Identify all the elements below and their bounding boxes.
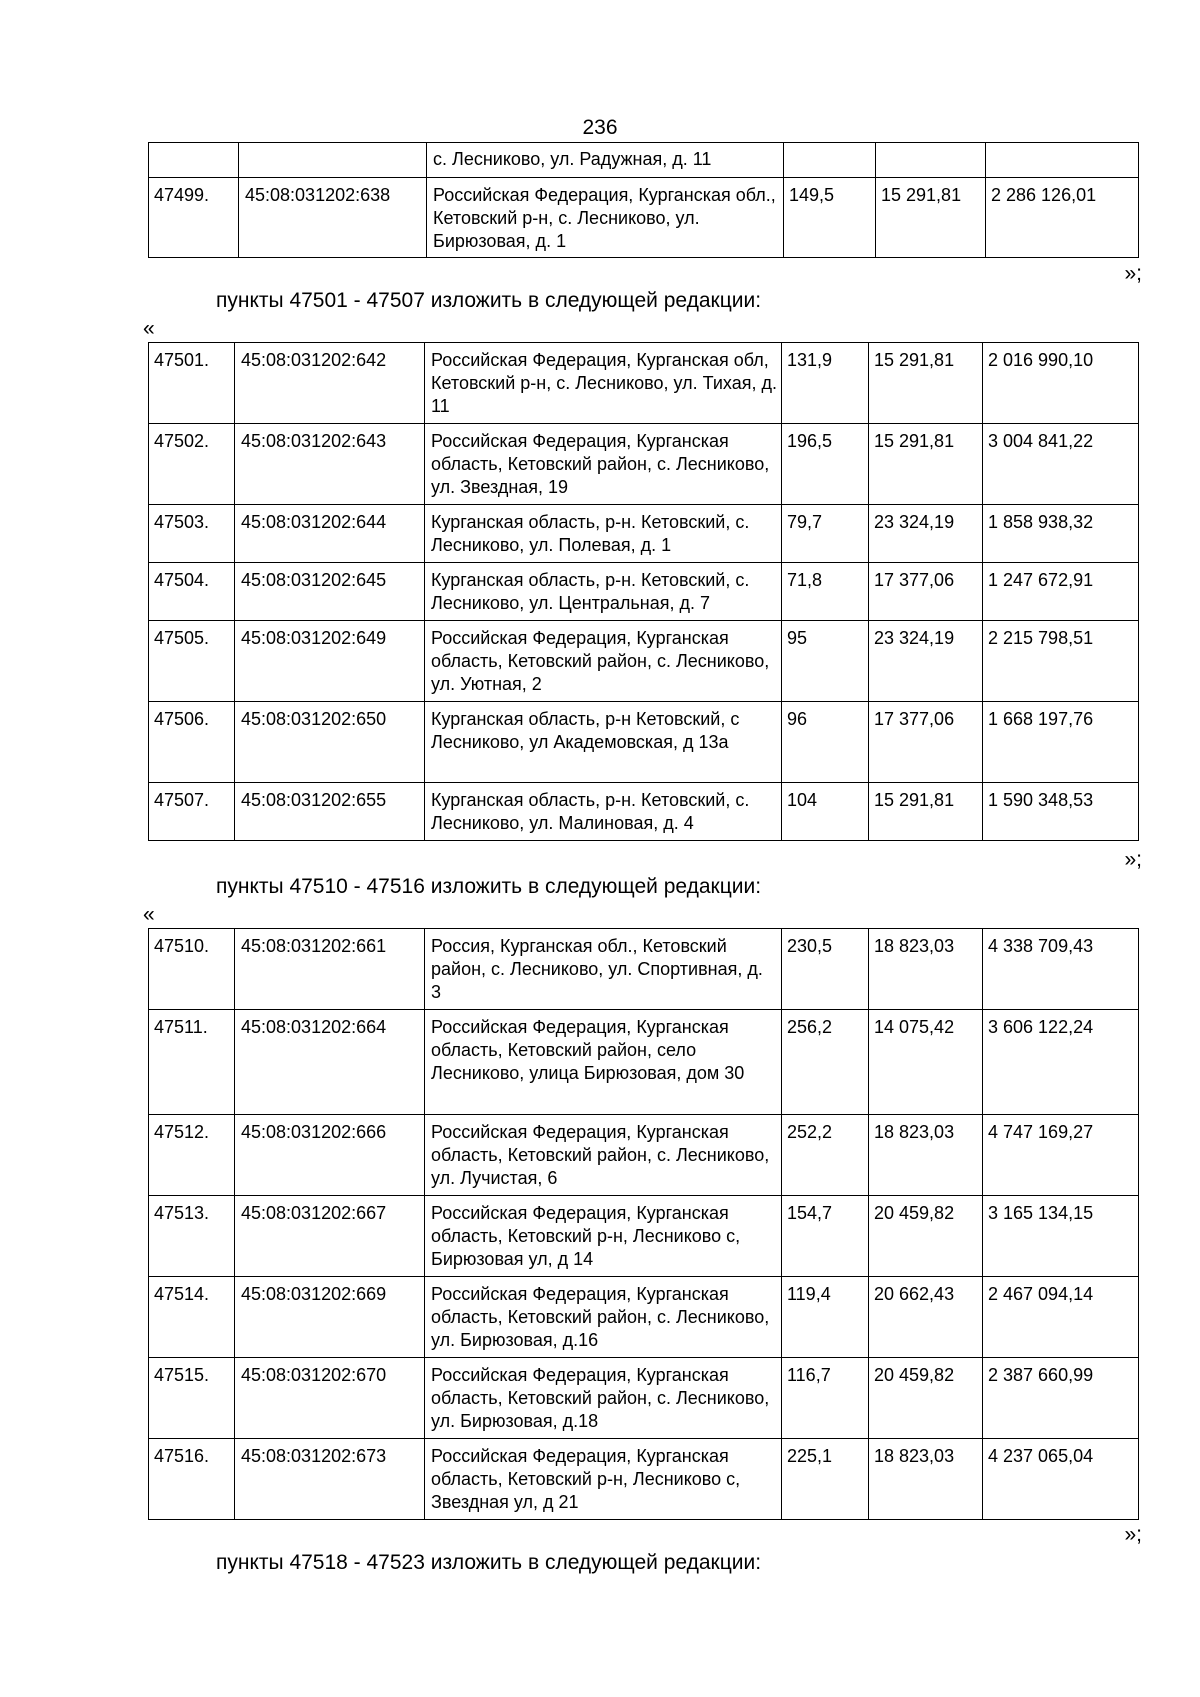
cell-value: 3 004 841,22	[983, 424, 1139, 505]
cell-value: 4 237 065,04	[983, 1439, 1139, 1520]
cell-area: 149,5	[784, 178, 876, 258]
closing-quote: »;	[1124, 262, 1142, 285]
cell-num: 47502.	[149, 424, 235, 505]
property-table	[148, 928, 1139, 1520]
cell-area: 95	[782, 621, 869, 702]
cell-num: 47511.	[149, 1010, 235, 1115]
table-row	[149, 1010, 1139, 1115]
cell-cadastral: 45:08:031202:638	[239, 178, 427, 258]
cell-cadastral: 45:08:031202:643	[235, 424, 425, 505]
opening-quote: «	[143, 317, 155, 340]
cell-address: Российская Федерация, Курганская область, Кетовский р-н, Лесниково с, Бирюзовая ул, д 14	[425, 1196, 782, 1277]
cell-cadastral: 45:08:031202:666	[235, 1115, 425, 1196]
cell-address: Курганская область, р-н. Кетовский, с. Лесниково, ул. Малиновая, д. 4	[425, 783, 782, 841]
closing-quote: »;	[1124, 1523, 1142, 1546]
cell-address: Курганская область, р-н. Кетовский, с. Лесниково, ул. Полевая, д. 1	[425, 505, 782, 563]
cell-address: Российская Федерация, Курганская обл., Кетовский р-н, с. Лесниково, ул. Бирюзовая, д. 1	[427, 178, 784, 258]
cell-rate: 18 823,03	[869, 929, 983, 1010]
cell-num: 47512.	[149, 1115, 235, 1196]
cell-rate: 23 324,19	[869, 505, 983, 563]
cell-cadastral: 45:08:031202:645	[235, 563, 425, 621]
cell-value: 2 016 990,10	[983, 343, 1139, 424]
cell-rate: 15 291,81	[869, 424, 983, 505]
cell-num: 47513.	[149, 1196, 235, 1277]
cell-area: 256,2	[782, 1010, 869, 1115]
cell-area: 131,9	[782, 343, 869, 424]
cell-cadastral: 45:08:031202:655	[235, 783, 425, 841]
table-row	[149, 143, 1139, 178]
table-row	[149, 1358, 1139, 1439]
cell-rate: 18 823,03	[869, 1439, 983, 1520]
cell-value: 1 590 348,53	[983, 783, 1139, 841]
cell-address: Российская Федерация, Курганская область, Кетовский район, с. Лесниково, ул. Лучистая, 6	[425, 1115, 782, 1196]
cell-rate: 20 662,43	[869, 1277, 983, 1358]
cell-area: 71,8	[782, 563, 869, 621]
cell-cadastral: 45:08:031202:673	[235, 1439, 425, 1520]
instruction-text: пункты 47510 - 47516 изложить в следующей редакции:	[216, 875, 762, 898]
instruction-text: пункты 47501 - 47507 изложить в следующей редакции:	[216, 289, 762, 312]
cell-value: 3 165 134,15	[983, 1196, 1139, 1277]
instruction-text: пункты 47518 - 47523 изложить в следующей редакции:	[216, 1551, 762, 1574]
cell-rate: 23 324,19	[869, 621, 983, 702]
cell-num: 47499.	[149, 178, 239, 258]
table-row	[149, 424, 1139, 505]
property-table	[148, 342, 1139, 841]
cell-cadastral: 45:08:031202:670	[235, 1358, 425, 1439]
cell-value: 3 606 122,24	[983, 1010, 1139, 1115]
cell-address: с. Лесниково, ул. Радужная, д. 11	[427, 143, 784, 178]
cell-num: 47515.	[149, 1358, 235, 1439]
cell-area: 225,1	[782, 1439, 869, 1520]
closing-quote: »;	[1124, 848, 1142, 871]
cell-rate: 15 291,81	[876, 178, 986, 258]
cell-area	[784, 143, 876, 178]
cell-area: 119,4	[782, 1277, 869, 1358]
cell-area: 116,7	[782, 1358, 869, 1439]
cell-area: 79,7	[782, 505, 869, 563]
cell-rate: 17 377,06	[869, 702, 983, 783]
cell-cadastral: 45:08:031202:650	[235, 702, 425, 783]
cell-num: 47506.	[149, 702, 235, 783]
cell-rate: 15 291,81	[869, 343, 983, 424]
opening-quote: «	[143, 903, 155, 926]
table-row	[149, 1277, 1139, 1358]
table-row	[149, 563, 1139, 621]
cell-area: 154,7	[782, 1196, 869, 1277]
cell-cadastral	[239, 143, 427, 178]
cell-address: Курганская область, р-н Кетовский, с Лесниково, ул Академовская, д 13а	[425, 702, 782, 783]
table-row	[149, 702, 1139, 783]
cell-cadastral: 45:08:031202:667	[235, 1196, 425, 1277]
property-table-continued	[148, 142, 1139, 258]
cell-cadastral: 45:08:031202:644	[235, 505, 425, 563]
table-row	[149, 1196, 1139, 1277]
cell-rate: 20 459,82	[869, 1358, 983, 1439]
cell-rate: 14 075,42	[869, 1010, 983, 1115]
cell-address: Российская Федерация, Курганская обл, Кетовский р-н, с. Лесниково, ул. Тихая, д. 11	[425, 343, 782, 424]
cell-area: 230,5	[782, 929, 869, 1010]
cell-address: Российская Федерация, Курганская область, Кетовский район, село Лесниково, улица Бирюзовая, дом 30	[425, 1010, 782, 1115]
cell-cadastral: 45:08:031202:649	[235, 621, 425, 702]
cell-num: 47507.	[149, 783, 235, 841]
table-row	[149, 929, 1139, 1010]
table-row	[149, 505, 1139, 563]
cell-cadastral: 45:08:031202:664	[235, 1010, 425, 1115]
cell-rate: 17 377,06	[869, 563, 983, 621]
cell-address: Российская Федерация, Курганская область, Кетовский район, с. Лесниково, ул. Бирюзовая, д.18	[425, 1358, 782, 1439]
cell-rate: 15 291,81	[869, 783, 983, 841]
cell-cadastral: 45:08:031202:661	[235, 929, 425, 1010]
cell-address: Российская Федерация, Курганская область, Кетовский район, с. Лесниково, ул. Бирюзовая, д.16	[425, 1277, 782, 1358]
cell-address: Российская Федерация, Курганская область, Кетовский район, с. Лесниково, ул. Звездная, 19	[425, 424, 782, 505]
cell-rate: 18 823,03	[869, 1115, 983, 1196]
cell-address: Российская Федерация, Курганская область, Кетовский район, с. Лесниково, ул. Уютная, 2	[425, 621, 782, 702]
table-body	[149, 343, 1139, 841]
cell-cadastral: 45:08:031202:669	[235, 1277, 425, 1358]
cell-num: 47501.	[149, 343, 235, 424]
cell-num: 47505.	[149, 621, 235, 702]
table-row	[149, 783, 1139, 841]
cell-rate: 20 459,82	[869, 1196, 983, 1277]
cell-address: Российская Федерация, Курганская область, Кетовский р-н, Лесниково с, Звездная ул, д 21	[425, 1439, 782, 1520]
table-body	[149, 929, 1139, 1520]
cell-value: 1 668 197,76	[983, 702, 1139, 783]
cell-value: 2 467 094,14	[983, 1277, 1139, 1358]
cell-value: 4 747 169,27	[983, 1115, 1139, 1196]
table-row	[149, 343, 1139, 424]
cell-value	[986, 143, 1139, 178]
cell-value: 2 387 660,99	[983, 1358, 1139, 1439]
cell-value: 4 338 709,43	[983, 929, 1139, 1010]
cell-address: Россия, Курганская обл., Кетовский район, с. Лесниково, ул. Спортивная, д. 3	[425, 929, 782, 1010]
cell-area: 252,2	[782, 1115, 869, 1196]
cell-rate	[876, 143, 986, 178]
cell-num	[149, 143, 239, 178]
cell-num: 47510.	[149, 929, 235, 1010]
cell-num: 47514.	[149, 1277, 235, 1358]
table-body	[149, 143, 1139, 258]
table-row	[149, 178, 1139, 258]
cell-value: 2 215 798,51	[983, 621, 1139, 702]
table-row	[149, 1115, 1139, 1196]
cell-area: 104	[782, 783, 869, 841]
cell-value: 1 247 672,91	[983, 563, 1139, 621]
cell-num: 47504.	[149, 563, 235, 621]
cell-area: 196,5	[782, 424, 869, 505]
cell-num: 47516.	[149, 1439, 235, 1520]
table-row	[149, 1439, 1139, 1520]
cell-area: 96	[782, 702, 869, 783]
cell-address: Курганская область, р-н. Кетовский, с. Лесниково, ул. Центральная, д. 7	[425, 563, 782, 621]
cell-value: 1 858 938,32	[983, 505, 1139, 563]
cell-value: 2 286 126,01	[986, 178, 1139, 258]
table-row	[149, 621, 1139, 702]
cell-cadastral: 45:08:031202:642	[235, 343, 425, 424]
page-number: 236	[582, 116, 618, 139]
cell-num: 47503.	[149, 505, 235, 563]
